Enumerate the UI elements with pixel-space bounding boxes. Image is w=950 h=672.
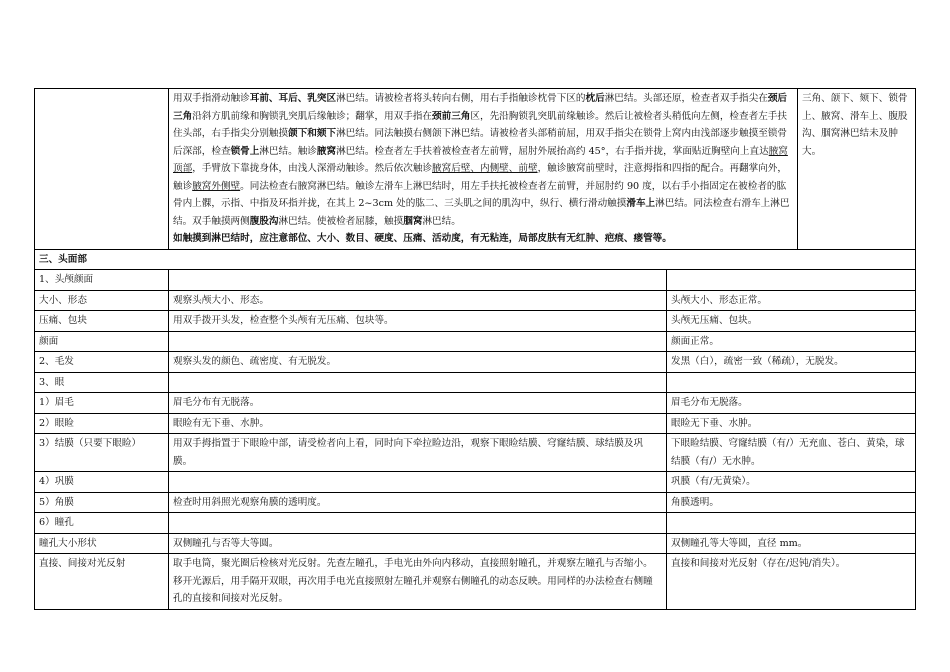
method-cell: 取手电筒，聚光圈后检核对光反射。先查左瞳孔，手电光由外向内移动，直接照射瞳孔，并观察左瞳孔与否缩小。移开光源后，用手隔开双眼，再次用手电光直接照射左瞳孔并观察右侧瞳孔的动态反映。用同样的办法检查右侧瞳孔的直接和间接对光反射。 [169, 554, 667, 610]
method-text: 淋巴结。请被检者将头转向右侧，用右手指触诊枕骨下区的 [336, 93, 586, 104]
table-row [35, 290, 916, 311]
table-row [35, 513, 916, 534]
table-row [35, 311, 916, 332]
result-cell [667, 270, 916, 291]
method-bold: 耳前、耳后、乳突区 [249, 93, 337, 104]
method-text: 用双手指滑动触诊 [173, 93, 250, 104]
table-row [35, 554, 916, 610]
item-cell: 瞳孔大小形状 [35, 533, 169, 554]
item-cell: 1）眉毛 [35, 393, 169, 414]
table-row [35, 393, 916, 414]
method-bold: 颈前三角 [432, 110, 471, 122]
method-cell: 观察头发的颜色、疏密度、有无脱发。 [169, 352, 667, 373]
lymph-node-result-cell: 三角、颌下、颏下、锁骨上、腋窝、滑车上、腹股沟、腘窝淋巴结未及肿大。 [798, 89, 916, 250]
method-underline: 腋窝后壁、内侧壁、前壁 [432, 163, 538, 174]
result-cell [667, 372, 916, 393]
method-bold: 锁骨上 [230, 145, 260, 157]
method-bold: 滑车上 [626, 198, 656, 209]
method-cell: 眼睑有无下垂、水肿。 [169, 413, 667, 434]
result-cell: 下眼睑结膜、穹窿结膜（有/）无充血、苍白、黄染，球结膜（有/）无水肿。 [667, 434, 916, 472]
method-cell [169, 270, 667, 291]
item-cell: 3、眼 [35, 372, 169, 393]
table-row [35, 492, 916, 513]
table-row [35, 352, 916, 373]
table-row [35, 270, 916, 291]
method-cell: 用双手拇指置于下眼睑中部，请受检者向上看，同时向下牵拉睑边沿，观察下眼睑结膜、穹窿结膜、球结膜及巩膜。 [169, 434, 667, 472]
method-bold: 腘窝 [403, 215, 423, 227]
item-cell: 2）眼睑 [35, 413, 169, 434]
method-text: 淋巴结。同法触摸右侧颌下淋巴结。请被检者头部稍前屈，用双手指尖在锁骨上窝内由浅部逐步触摸至锁骨后深部，检查 [173, 128, 787, 157]
empty-item-cell [35, 89, 169, 250]
method-text: 淋巴结。同法检查右滑车上淋巴结。双手触摸两侧 [173, 198, 790, 227]
result-cell: 双侧瞳孔等大等圆，直径 mm。 [667, 533, 916, 554]
lymph-node-note: 如触摸到淋巴结时，应注意部位、大小、数目、硬度、压痛、活动度，有无粘连，局部皮肤有无红肿、疤痕、瘘管等。 [173, 233, 672, 244]
method-cell [169, 472, 667, 493]
result-cell: 发黑（白），疏密一致（稀疏），无脱发。 [667, 352, 916, 373]
table-row [35, 472, 916, 493]
method-bold: 腹股沟 [249, 215, 279, 227]
result-cell: 眼睑无下垂、水肿。 [667, 413, 916, 434]
table-row [35, 413, 916, 434]
result-cell: 角膜透明。 [667, 492, 916, 513]
result-cell: 头颅大小、形态正常。 [667, 290, 916, 311]
item-cell: 4）巩膜 [35, 472, 169, 493]
table-row [35, 434, 916, 472]
method-text: 沿斜方肌前缘和胸锁乳突肌后缘触诊；翻掌，用双手指在 [192, 110, 433, 122]
method-text: 区，先沿胸锁乳突肌前缘触诊。然后让被检者头稍低向左侧，检查者左手扶住头部，右手指尖分别触摸 [173, 110, 787, 139]
item-cell: 6）瞳孔 [35, 513, 169, 534]
method-bold: 枕后 [585, 93, 605, 104]
method-text: ，手臂放下靠拢身体，由浅人深滑动触诊。然后依次触诊 [192, 163, 433, 174]
item-cell: 1、头颅颜面 [35, 270, 169, 291]
item-cell: 直接、间接对光反射 [35, 554, 169, 610]
table-row [35, 533, 916, 554]
method-text: 。同法检查右腋窝淋巴结。触诊左滑车上淋巴结时，用左手扶托被检查者左前臂，并屈肘约 90 度，以右手小指固定在被检者的肱骨内上髁，示指、中指及环指并拢，在其上 2~3cm 处的肱二、三头肌之间的肌沟中，纵行、横行滑动触摸 [173, 180, 787, 209]
method-bold: 腋窝 [316, 145, 337, 157]
result-cell: 眉毛分布无脱落。 [667, 393, 916, 414]
section-title: 三、头面部 [35, 249, 916, 270]
method-text: 淋巴结。检查者左手扶着被检查者左前臂，屈肘外展抬高约 45°，右手指并拢，掌面贴近胸壁向上直达 [336, 145, 769, 157]
result-cell [667, 513, 916, 534]
method-underline: 腋窝顶部 [173, 145, 788, 174]
lymph-node-method-cell [169, 89, 798, 250]
method-cell: 双侧瞳孔与否等大等圆。 [169, 533, 667, 554]
exam-table [34, 88, 916, 610]
method-bold: 颌下和颏下 [288, 128, 337, 139]
table-row [35, 372, 916, 393]
item-cell: 3）结膜（只要下眼睑） [35, 434, 169, 472]
lymph-node-row [35, 89, 916, 250]
result-cell: 直接和间接对光反射（存在/迟钝/消失）。 [667, 554, 916, 610]
section-row [35, 249, 916, 270]
method-cell [169, 331, 667, 352]
method-cell [169, 372, 667, 393]
method-text: 淋巴结。 [422, 215, 461, 227]
table-row [35, 331, 916, 352]
method-cell: 用双手拨开头发，检查整个头颅有无压痛、包块等。 [169, 311, 667, 332]
method-cell [169, 513, 667, 534]
method-underline: 腋窝外侧壁 [192, 180, 241, 192]
method-bold: 颈后三角 [173, 93, 787, 122]
result-cell: 头颅无压痛、包块。 [667, 311, 916, 332]
result-cell: 巩膜（有/无黄染）。 [667, 472, 916, 493]
result-cell: 颜面正常。 [667, 331, 916, 352]
method-text: 淋巴结。触诊 [259, 145, 317, 157]
method-text: 淋巴结。头部还原，检查者双手指尖在 [604, 93, 768, 104]
method-text: ，触诊腋窝前壁时，注意拇指和四指的配合。再翻掌向外，触诊 [173, 163, 787, 192]
item-cell: 颜面 [35, 331, 169, 352]
method-cell: 检查时用斜照光观察角膜的透明度。 [169, 492, 667, 513]
method-cell: 观察头颅大小、形态。 [169, 290, 667, 311]
item-cell: 2、毛发 [35, 352, 169, 373]
method-cell: 眉毛分布有无脱落。 [169, 393, 667, 414]
method-text: 淋巴结。使被检者屈膝，触摸 [278, 215, 404, 227]
item-cell: 压痛、包块 [35, 311, 169, 332]
item-cell: 大小、形态 [35, 290, 169, 311]
item-cell: 5）角膜 [35, 492, 169, 513]
